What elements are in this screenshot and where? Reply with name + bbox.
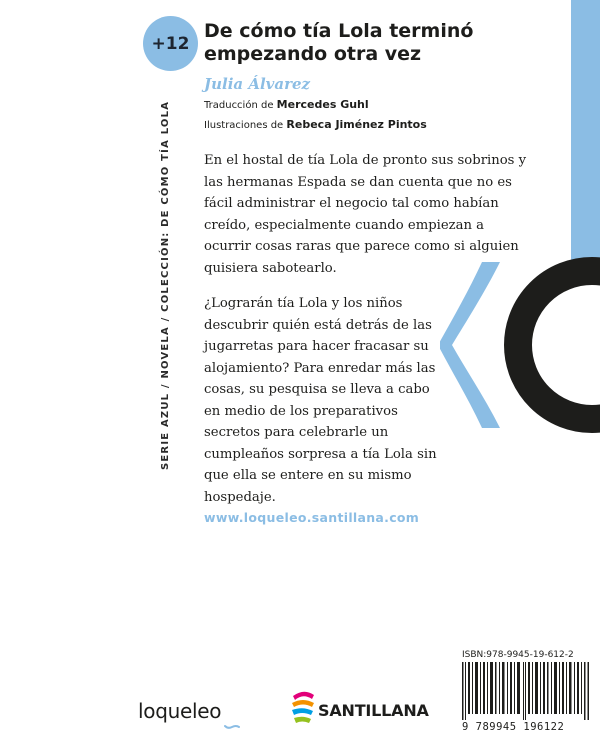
barcode-number: 9 789945 196122 [462,721,565,733]
book-title: De cómo tía Lola terminó empezando otra vez [204,20,474,65]
barcode [462,662,590,720]
santillana-mark-icon [290,688,316,724]
santillana-wordmark: SANTILLANA [318,701,429,720]
age-badge: +12 [143,16,198,71]
isbn: ISBN:978-9945-19-612-2 [462,650,574,660]
translation-label: Traducción de [204,100,274,111]
illustration-label: Ilustraciones de [204,120,284,131]
author-name: Julia Álvarez [204,75,311,93]
website-link[interactable]: www.loqueleo.santillana.com [204,510,420,525]
translator-name: Mercedes Guhl [276,98,369,111]
loqueleo-logo [138,699,221,723]
loqueleo-wordmark: loqueleo [138,699,222,723]
translation-credit [204,98,369,111]
synopsis-paragraph: En el hostal de tía Lola de pronto sus sobrinos y las hermanas Espada se dan cuenta que no es fácil administrar el negocio tal como habían creído, especialmente cuando empiezan a ocurrir cosas raras que parece como si alguien quisiera sabotearlo. [204,153,527,276]
illustrator-name: Rebeca Jiménez Pintos [286,118,427,131]
wave-icon [224,724,240,730]
synopsis-paragraph: ¿Lograrán tía Lola y los niños descubrir quién está detrás de las jugarretas para hacer fracasar su alojamiento? Para enredar más las cosas, su pesquisa se lleva a cabo en medio de los preparativos secretos para celebrarle un cumpleaños sorpresa a tía Lola sin que ella se entere en su mismo hospedaje. [204,296,437,505]
decorative-bracket-graphic [440,0,600,520]
series-spine-text: SERIE AZUL / NOVELA / COLECCIÓN: DE CÓMO TÍA LOLA [160,100,171,470]
illustration-credit [204,118,427,131]
